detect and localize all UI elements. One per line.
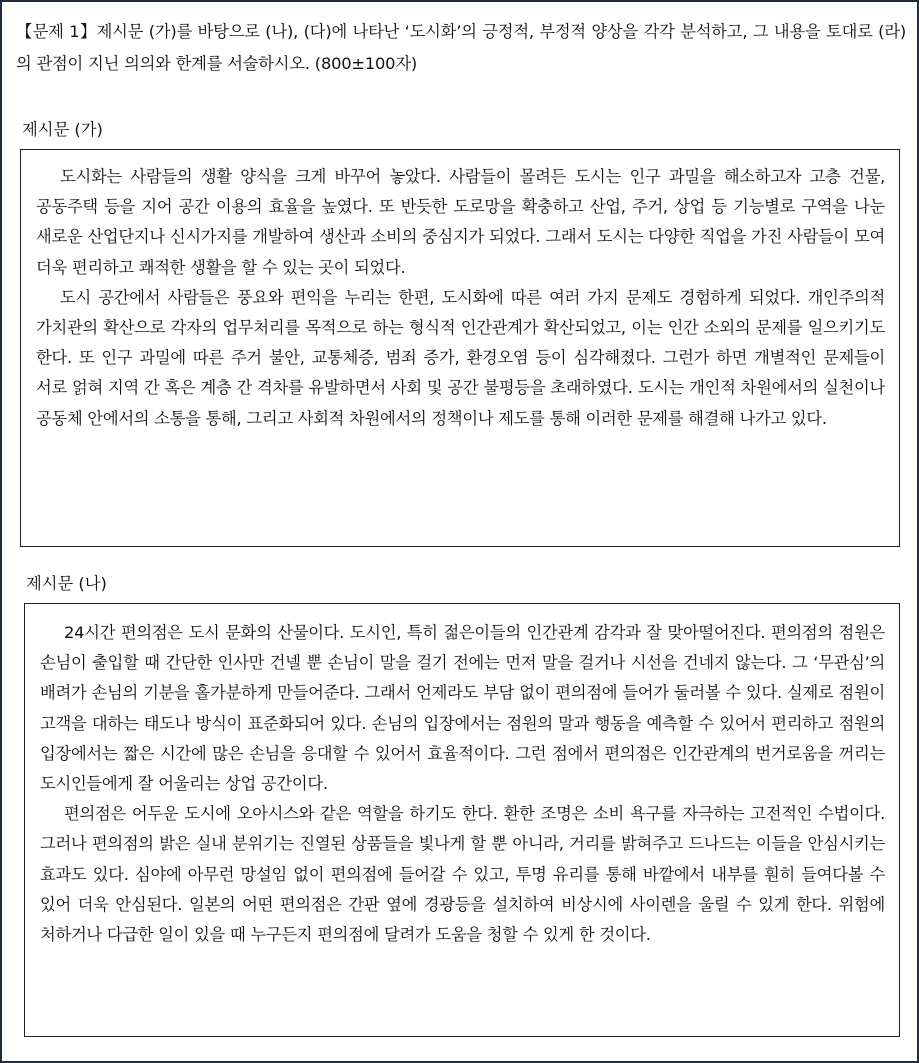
passage-ga-label: 제시문 (가) <box>22 120 103 139</box>
passage-na-paragraph-2: 편의점은 어두운 도시에 오아시스와 같은 역할을 하기도 한다. 환한 조명은 소비 욕구를 자극하는 고전적인 수법이다. 그러나 편의점의 밝은 실내 분위기는 진열된 상품들을 빛나게 할 뿐 아니라, 거리를 밝혀주고 드나드는 이들을 안심시키는 효과도 있다. 심야에 아무런 망설임 없이 편의점에 들어갈 수 있고, 투명 유리를 통해 바깥에서 내부를 훤히 들여다볼 수 있어 더욱 안심된다. 일본의 어떤 편의점은 간판 옆에 경광등을 설치하여 비상시에 사이렌을 울릴 수 있게 한다. 위험에 처하거나 다급한 일이 있을 때 누구든지 편의점에 달려가 도움을 청할 수 있게 한 것이다. <box>40 804 885 945</box>
passage-ga-paragraph-1: 도시화는 사람들의 생활 양식을 크게 바꾸어 놓았다. 사람들이 몰려든 도시는 인구 과밀을 해소하고자 고층 건물, 공동주택 등을 지어 공간 이용의 효율을 높였다. 또 반듯한 도로망을 확충하고 산업, 주거, 상업 등 기능별로 구역을 나눈 새로운 산업단지나 신시가지를 개발하여 생산과 소비의 중심지가 되었다. 그래서 도시는 다양한 직업을 가진 사람들이 모여 더욱 편리하고 쾌적한 생활을 할 수 있는 곳이 되었다. <box>36 167 885 277</box>
passage-ga-paragraph-2: 도시 공간에서 사람들은 풍요와 편익을 누리는 한편, 도시화에 따른 여러 가지 문제도 경험하게 되었다. 개인주의적 가치관의 확산으로 각자의 업무처리를 목적으로 하는 형식적 인간관계가 확산되었고, 이는 인간 소외의 문제를 일으키기도 한다. 또 인구 과밀에 따른 주거 불안, 교통체증, 범죄 증가, 환경오염 등이 심각해졌다. 그런가 하면 개별적인 문제들이 서로 얽혀 지역 간 혹은 계층 간 격차를 유발하면서 사회 및 공간 불평등을 초래하였다. 도시는 개인적 차원에서의 실천이나 공동체 안에서의 소통을 통해, 그리고 사회적 차원에서의 정책이나 제도를 통해 이러한 문제를 해결해 나가고 있다. <box>36 287 885 428</box>
passage-na-paragraph-1: 24시간 편의점은 도시 문화의 산물이다. 도시인, 특히 젊은이들의 인간관계 감각과 잘 맞아떨어진다. 편의점의 점원은 손님이 출입할 때 간단한 인사만 건넬 뿐 손님이 말을 걸기 전에는 먼저 말을 걸거나 시선을 건네지 않는다. 그 ‘무관심’의 배려가 손님의 기분을 홀가분하게 만들어준다. 그래서 언제라도 부담 없이 편의점에 들어가 둘러볼 수 있다. 실제로 점원이 고객을 대하는 태도나 방식이 표준화되어 있다. 손님의 입장에서는 점원의 말과 행동을 예측할 수 있어서 편리하고 점원의 입장에서는 짧은 시간에 많은 손님을 응대할 수 있어서 효율적이다. 그런 점에서 편의점은 인간관계의 번거로움을 꺼리는 도시인들에게 잘 어울리는 상업 공간이다. <box>40 623 885 794</box>
question-prompt: 【문제 1】제시문 (가)를 바탕으로 (나), (다)에 나타난 ‘도시화’의 긍정적, 부정적 양상을 각각 분석하고, 그 내용을 토대로 (라)의 관점이 지닌 의의와 한계를 서술하시오. (800±100자) <box>16 22 906 73</box>
passage-na-label: 제시문 (나) <box>26 574 107 593</box>
passage-na-box <box>24 603 900 1037</box>
passage-ga-box <box>20 149 900 547</box>
